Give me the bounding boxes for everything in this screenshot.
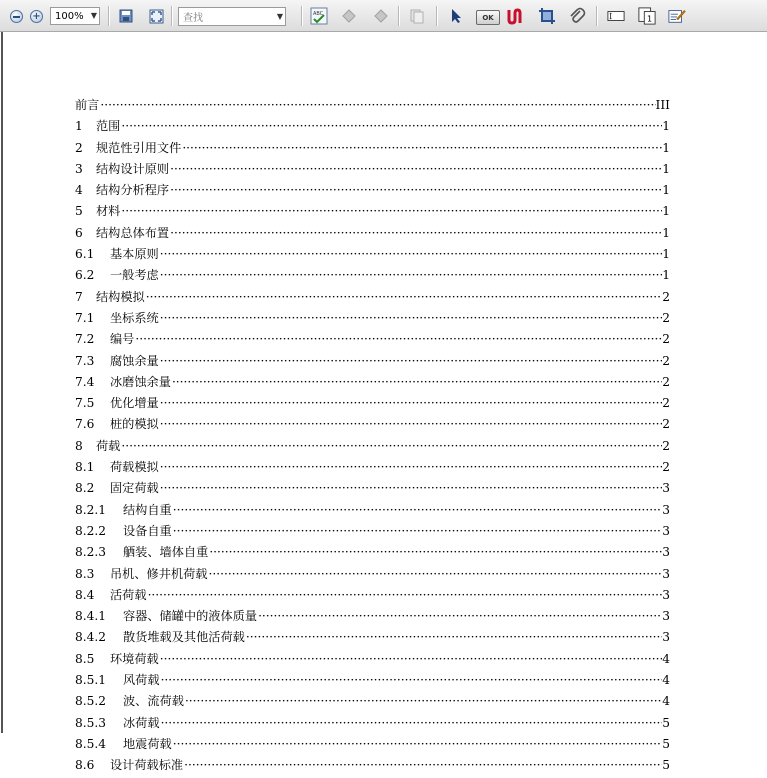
attach-icon[interactable] — [568, 7, 586, 25]
toc-leader-dots — [160, 247, 662, 261]
spellcheck-icon[interactable] — [310, 7, 328, 25]
toc-entry[interactable] — [75, 96, 670, 117]
toc-leader-dots — [209, 567, 663, 581]
toc-entry-title: 一般考虑 — [110, 268, 159, 283]
toc-leader-dots — [170, 162, 662, 176]
toc-entry-title: 地震荷载 — [123, 736, 172, 751]
toc-entry-page: 1 — [662, 119, 670, 134]
toolbar-separator — [596, 6, 598, 26]
toc-leader-dots — [170, 183, 662, 197]
toc-entry-page: 3 — [662, 481, 670, 496]
toc-entry-number: 8.5.2 — [75, 694, 107, 709]
toc-entry[interactable] — [75, 714, 670, 735]
chevron-down-icon: ▼ — [90, 11, 97, 20]
toc-entry[interactable] — [75, 565, 670, 586]
toc-entry-page: 1 — [662, 268, 670, 283]
toc-entry[interactable] — [75, 735, 670, 756]
toc-entry-number: 8.4 — [75, 587, 95, 602]
toc-entry-title: 容器、储罐中的液体质量 — [123, 609, 258, 624]
toc-leader-dots — [160, 396, 662, 410]
toc-entry[interactable] — [75, 522, 670, 543]
toc-entry-number: 8.3 — [75, 566, 95, 581]
ok-icon[interactable] — [476, 10, 500, 25]
toc-entry[interactable] — [75, 245, 670, 266]
toc-entry-title: 材料 — [96, 204, 121, 219]
toc-entry-page: 4 — [662, 694, 670, 709]
toc-entry[interactable] — [75, 224, 670, 245]
select-arrow-icon[interactable] — [447, 7, 465, 25]
toc-entry[interactable] — [75, 266, 670, 287]
toc-entry-number: 3 — [75, 161, 83, 176]
toc-leader-dots — [121, 439, 662, 453]
toc-entry-page: 1 — [662, 183, 670, 198]
toc-entry-number: 8 — [75, 438, 83, 453]
toc-leader-dots — [161, 673, 663, 687]
toc-leader-dots — [209, 545, 662, 559]
toc-entry-number: 7.6 — [75, 417, 95, 432]
toc-entry-title: 冰荷载 — [123, 715, 160, 730]
toc-entry[interactable] — [75, 756, 670, 777]
back-icon[interactable] — [340, 7, 358, 25]
toc-entry[interactable] — [75, 628, 670, 649]
ok-label: OK — [482, 13, 494, 22]
toc-leader-dots — [160, 481, 662, 495]
toc-entry-number: 8.2 — [75, 481, 95, 496]
toc-entry-page: 3 — [662, 502, 670, 517]
toc-entry[interactable] — [75, 437, 670, 458]
toc-entry-page: 2 — [662, 374, 670, 389]
page-number-icon[interactable] — [638, 7, 656, 25]
toc-entry-page: 3 — [662, 545, 670, 560]
toc-entry-number: 7.4 — [75, 374, 95, 389]
forward-icon[interactable] — [372, 7, 390, 25]
toc-leader-dots — [258, 609, 662, 623]
toc-entry-number: 2 — [75, 140, 83, 155]
toc-leader-dots — [121, 204, 662, 218]
toc-entry-title: 结构设计原则 — [96, 161, 170, 176]
toc-leader-dots — [160, 652, 662, 666]
toc-entry-number: 8.2.2 — [75, 523, 107, 538]
toc-entry-number: 6 — [75, 225, 83, 240]
toolbar-separator — [301, 6, 303, 26]
toc-entry[interactable] — [75, 671, 670, 692]
toc-entry-page: 2 — [662, 460, 670, 475]
toc-entry[interactable] — [75, 373, 670, 394]
toc-leader-dots — [170, 226, 662, 240]
toc-entry-number: 7 — [75, 289, 83, 304]
toc-entry-page: 3 — [662, 630, 670, 645]
toc-entry-page: 4 — [662, 673, 670, 688]
toolbar — [0, 0, 767, 32]
toc-entry[interactable] — [75, 202, 670, 223]
toc-entry[interactable] — [75, 501, 670, 522]
page-edge — [1, 32, 3, 733]
crop-icon[interactable] — [538, 7, 556, 25]
toc-leader-dots — [246, 630, 662, 644]
toc-entry-title: 荷载 — [96, 438, 121, 453]
toc-leader-dots — [121, 119, 662, 133]
copy-icon[interactable] — [408, 7, 426, 25]
text-field-icon[interactable] — [607, 7, 625, 25]
chevron-down-icon: ▼ — [276, 12, 283, 21]
toc-entry[interactable] — [75, 479, 670, 500]
toc-entry-page: 1 — [662, 225, 670, 240]
toc-entry-title: 腐蚀余量 — [110, 353, 159, 368]
toc-entry-page: 5 — [662, 736, 670, 751]
toc-entry-page: 5 — [662, 758, 670, 773]
toolbar-separator — [398, 6, 400, 26]
toc-leader-dots — [185, 694, 662, 708]
table-of-contents — [75, 96, 670, 778]
zoom-out-icon[interactable] — [10, 10, 23, 23]
toc-leader-dots — [135, 332, 662, 346]
toc-entry-number: 4 — [75, 183, 83, 198]
zoom-select[interactable] — [50, 7, 100, 25]
toc-entry-page: 2 — [662, 396, 670, 411]
toc-entry-page: 2 — [662, 417, 670, 432]
toc-entry-number: 8.4.1 — [75, 609, 107, 624]
toc-entry-title: 环境荷载 — [110, 651, 159, 666]
toc-entry[interactable] — [75, 117, 670, 138]
toc-leader-dots — [173, 524, 662, 538]
toc-leader-dots — [146, 290, 662, 304]
toc-leader-dots — [161, 716, 663, 730]
save-icon[interactable] — [117, 7, 135, 25]
toc-entry[interactable] — [75, 543, 670, 564]
toc-leader-dots — [148, 588, 663, 602]
toc-entry[interactable] — [75, 394, 670, 415]
toc-entry[interactable] — [75, 415, 670, 436]
toc-entry-title: 散货堆载及其他活荷载 — [123, 630, 245, 645]
toc-entry-number: 8.4.2 — [75, 630, 107, 645]
toc-entry-page: 2 — [662, 438, 670, 453]
toc-entry[interactable] — [75, 692, 670, 713]
toc-entry-page: 1 — [662, 204, 670, 219]
toc-entry[interactable] — [75, 352, 670, 373]
toc-leader-dots — [160, 354, 662, 368]
toc-entry-page: 1 — [662, 161, 670, 176]
toc-entry-page: 2 — [662, 289, 670, 304]
toc-entry-number: 8.5.3 — [75, 715, 107, 730]
toc-entry[interactable] — [75, 160, 670, 181]
toc-entry-title: 设备自重 — [123, 523, 172, 538]
document-page — [0, 32, 767, 773]
toc-entry[interactable] — [75, 586, 670, 607]
toc-entry-number: 8.2.1 — [75, 502, 107, 517]
toc-entry-number: 7.5 — [75, 396, 95, 411]
toc-entry-title: 范围 — [96, 119, 121, 134]
zoom-value: 100% — [55, 10, 84, 22]
toc-leader-dots — [182, 141, 662, 155]
toc-entry-title: 规范性引用文件 — [96, 140, 182, 155]
toc-entry-number: 8.1 — [75, 460, 95, 475]
toc-entry[interactable] — [75, 139, 670, 160]
toc-entry-title: 桩的模拟 — [110, 417, 159, 432]
toolbar-separator — [171, 6, 173, 26]
toc-entry[interactable] — [75, 181, 670, 202]
toc-entry-page: 3 — [662, 587, 670, 602]
toc-entry-page: 3 — [662, 523, 670, 538]
toc-entry-number: 8.5.4 — [75, 736, 107, 751]
toc-entry-title: 结构分析程序 — [96, 183, 170, 198]
toc-entry[interactable] — [75, 458, 670, 479]
toc-entry-title: 结构自重 — [123, 502, 172, 517]
toc-entry-title: 荷载模拟 — [110, 460, 159, 475]
toc-entry-title: 编号 — [110, 332, 135, 347]
toc-entry-title: 坐标系统 — [110, 310, 159, 325]
fit-page-icon[interactable] — [147, 7, 165, 25]
toc-entry-page: 2 — [662, 353, 670, 368]
toc-entry-title: 基本原则 — [110, 247, 159, 262]
toc-entry-title: 前言 — [75, 98, 100, 112]
toc-entry-page: 2 — [662, 332, 670, 347]
toc-entry-title: 活荷载 — [110, 587, 147, 602]
svg-text:ABC: ABC — [313, 11, 324, 17]
search-placeholder: 查找 — [183, 13, 203, 24]
toc-entry-page: 4 — [662, 651, 670, 666]
undo-icon[interactable] — [506, 7, 524, 25]
toc-leader-dots — [160, 417, 662, 431]
toc-entry[interactable] — [75, 650, 670, 671]
toc-entry-page: 1 — [662, 140, 670, 155]
toc-entry-page: 2 — [662, 310, 670, 325]
toc-entry-title: 优化增量 — [110, 396, 159, 411]
toc-entry[interactable] — [75, 288, 670, 309]
toc-leader-dots — [160, 268, 662, 282]
toolbar-separator — [108, 6, 110, 26]
zoom-in-icon[interactable] — [30, 10, 43, 23]
toc-entry-page: 3 — [662, 566, 670, 581]
toc-leader-dots — [184, 758, 662, 772]
edit-icon[interactable] — [668, 7, 686, 25]
toc-entry-title: 结构总体布置 — [96, 225, 170, 240]
toc-entry-page: III — [655, 98, 670, 112]
search-input[interactable] — [178, 7, 286, 26]
toc-leader-dots — [100, 98, 655, 112]
toc-entry-page: 1 — [662, 247, 670, 262]
toc-entry-title: 固定荷载 — [110, 481, 159, 496]
toc-leader-dots — [173, 737, 662, 751]
toc-leader-dots — [160, 460, 662, 474]
toc-entry-number: 6.1 — [75, 247, 95, 262]
toc-entry-title: 舾装、墙体自重 — [123, 545, 209, 560]
toc-entry[interactable] — [75, 607, 670, 628]
toolbar-separator — [436, 6, 438, 26]
toc-entry-title: 吊机、修井机荷载 — [110, 566, 208, 581]
toc-entry-number: 6.2 — [75, 268, 95, 283]
toc-entry-page: 3 — [662, 609, 670, 624]
toc-entry-number: 5 — [75, 204, 83, 219]
toc-leader-dots — [172, 375, 662, 389]
toc-leader-dots — [160, 311, 662, 325]
toc-entry-page: 5 — [662, 715, 670, 730]
toc-entry-number: 7.3 — [75, 353, 95, 368]
toc-entry-title: 设计荷载标准 — [110, 758, 184, 773]
toc-entry-title: 风荷载 — [123, 673, 160, 688]
toc-entry-title: 冰磨蚀余量 — [110, 374, 171, 389]
toc-entry-number: 8.6 — [75, 758, 95, 773]
toc-entry-number: 8.5.1 — [75, 673, 107, 688]
toc-entry-number: 8.5 — [75, 651, 95, 666]
toc-entry[interactable] — [75, 309, 670, 330]
toc-entry-number: 7.1 — [75, 310, 95, 325]
toc-entry-title: 结构模拟 — [96, 289, 145, 304]
toc-entry-number: 1 — [75, 119, 83, 134]
toc-leader-dots — [173, 503, 662, 517]
toc-entry-number: 8.2.3 — [75, 545, 107, 560]
toc-entry-title: 波、流荷载 — [123, 694, 184, 709]
svg-text:1: 1 — [647, 13, 653, 24]
toc-entry[interactable] — [75, 330, 670, 351]
toc-entry-number: 7.2 — [75, 332, 95, 347]
